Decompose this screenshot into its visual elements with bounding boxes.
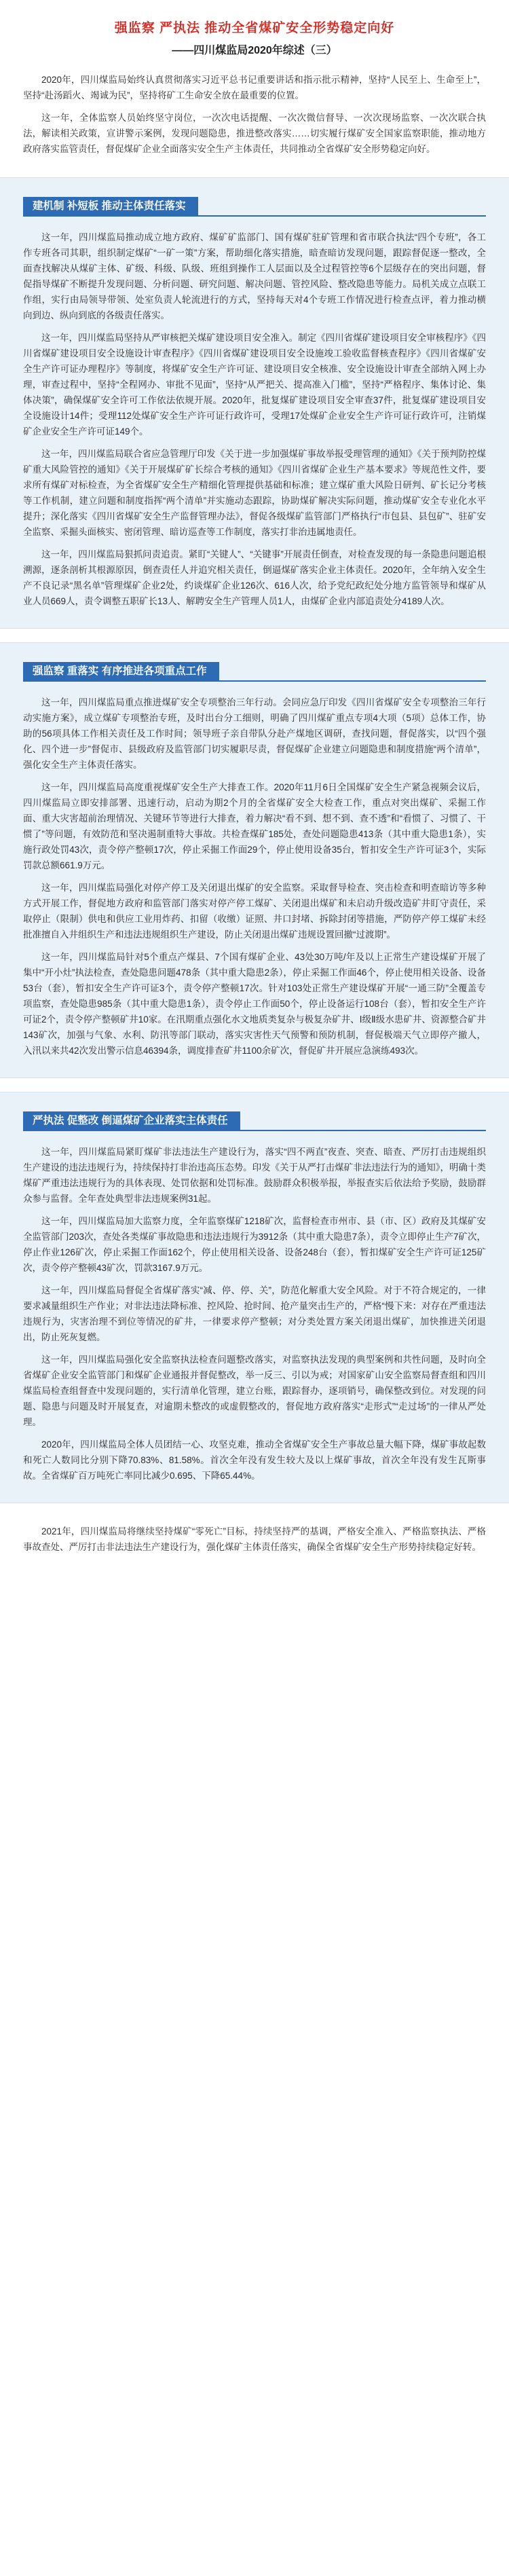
article-header [0,0,509,64]
section-heading [23,658,486,685]
section-paragraph: 这一年，四川煤监局狠抓问责追责。紧盯“关键人”、“关键事”开展责任倒查，对检查发现的每一条隐患问题追根溯源，逐条剖析其根源原因，倒查责任人并追究相关责任，倒逼煤矿落实企业主体责任。2020年，全年纳入安全生产不良记录“黑名单”管理煤矿企业2处，约谈煤矿企业126次、616人次，给予党纪政纪处分地方监管领导和煤矿从业人员669人，责令调整五职矿长13人、解聘安全生产管理人员1人，由煤矿企业内部追责处分4189人次。 [23,549,486,606]
section-panel-2 [0,642,509,1078]
intro-paragraph: 这一年，全体监察人员始终坚守岗位，一次次电话提醒、一次次微信督导、一次次现场监察、一次次联合执法，解读相关政策，宣讲警示案例，发现问题隐患，推进整改落实……切实履行煤矿安全国家监察职能，推动地方政府落实监管责任，督促煤矿企业全面落实安全生产主体责任，共同推动全省煤矿安全形势稳定向好。 [23,113,486,154]
section-paragraph: 这一年，四川煤监局推动成立地方政府、煤矿矿监部门、国有煤矿驻矿管理和省市联合执法“四个专班”，各工作专班各司其职，组织制定煤矿“一矿一策”方案，帮助细化落实措施，暗查暗访发现问题，跟踪督促逐一整改，全面查找解决从煤矿主体、矿级、科级、队级、班组到操作工人层面以及全过程管控等6个层级存在的突出问题，督促指导煤矿不断提升发现问题、分析问题、研究问题、解决问题、管控风险、整改隐患等能力。局机关成立点联工作组，实行由局领导带领、处室负责人轮流进行的方式，坚持每天对4个专班工作情况进行检查点评，着力推动横向到边、纵向到底的各级责任落实。 [23,232,486,320]
article-title: 强监察 严执法 推动全省煤矿安全形势稳定向好 [114,21,395,35]
closing-paragraph: 2021年，四川煤监局将继续坚持煤矿“零死亡”目标，持续坚持严的基调，严格安全准入、严格监察执法、严格事故查处、严厉打击非法违法生产建设行为，强化煤矿主体责任落实，确保全省煤矿安全生产形势持续稳定好转。 [23,1526,486,1552]
section-paragraph: 这一年，四川煤监局坚持从严审核把关煤矿建设项目安全准入。制定《四川省煤矿建设项目安全审核程序》《四川省煤矿建设项目安全设施设计审查程序》《四川省煤矿建设项目安全设施竣工验收监督核查程序》《四川省煤矿安全生产许可证办理程序》等制度，将煤矿安全生产许可证、建设项目安全核准、安全设施设计审查全部纳入网上办理，审查过程中，坚持“全程网办、审批不见面”，坚持“从严把关、提高准入门槛”，坚持“严格程序、集体讨论、集体决策”，确保煤矿安全许可工作依法依规开展。2020年，批复煤矿建设项目安全审查37件，批复煤矿建设项目安全设施设计14件；受理112处煤矿安全生产许可证行政许可，受理17处煤矿企业安全生产许可证行政许可，注销煤矿企业安全生产许可证149个。 [23,333,486,437]
section-paragraph: 2020年，四川煤监局全体人员团结一心、攻坚克难，推动全省煤矿安全生产事故总量大幅下降，煤矿事故起数和死亡人数同比分别下降70.83%、81.58%。首次全年没有发生较大及以上煤矿事故，首次全年没有发生瓦斯事故。全省煤矿百万吨死亡率同比减少0.695、下降65.44%。 [23,1439,486,1481]
section-heading [23,193,486,220]
section-paragraph: 这一年，四川煤监局联合省应急管理厅印发《关于进一步加强煤矿事故举报受理管理的通知》《关于预判防控煤矿重大风险管控的通知》《关于开展煤矿矿长综合考核的通知》《四川省煤矿企业生产基本要求》等规范性文件，要求所有煤矿对标检查，为全省煤矿安全生产精细化管理提供基础和标准；建立煤矿重大风险日研判、矿长记分考核等工作机制，建立问题和制度指挥“两个清单”并实施动态跟踪，协助煤矿解决实际问题，推动煤矿安全专业化水平提升；深化落实《四川省煤矿安全生产监督管理办法》，督促各级煤矿监管部门严格执行“市包县、县包矿”、驻矿安全监察、采掘头面核实、密闭管理、暗访巡查等工作制度，落实打非治违属地责任。 [23,449,486,537]
section-paragraph: 这一年，四川煤监局高度重视煤矿安全生产大排查工作。2020年11月6日全国煤矿安全生产紧急视频会议后，四川煤监局立即安排部署、迅速行动，启动为期2个月的全省煤矿安全大检查工作，重点对突出煤矿、采掘工作面、重大灾害超前治理情况、关键环节等进行大排查，着力解决“看不到、想不到、查不透”和“看惯了、习惯了、干惯了”等问题，有效防范和坚决遏制重特大事故。共检查煤矿185处，查处问题隐患413条（其中重大隐患1条），实施行政处罚43次，责令停产整顿17次，停止采掘工作面29个，停止使用设备35台，暂扣安全生产许可证3个，实际罚款总额661.9万元。 [23,782,486,870]
section-paragraph: 这一年，四川煤监局强化对停产停工及关闭退出煤矿的安全监察。采取督导检查、突击检查和明查暗访等多种方式开展工作，督促地方政府和监管部门落实对停产停工煤矿、关闭退出煤矿和未启动升级改造矿井盯守责任，采取停止（限制）供电和供应工业用炸药、扣留（收缴）证照、井口封堵、拆除封闭等措施，严防停产停工煤矿未经批准擅自入井组织生产和违法违规组织生产建设，防止关闭退出煤矿违规设置回撤“过渡期”。 [23,883,486,940]
section-heading-label: 建机制 补短板 推动主体责任落实 [23,197,198,216]
section-heading-rule [23,1130,486,1131]
section-paragraph: 这一年，四川煤监局强化安全监察执法检查问题整改落实，对监察执法发现的典型案例和共性问题，及时向全省煤矿企业安全监管部门和煤矿企业通报并督促整改，举一反三、引以为戒；对国家矿山安全监察局督查组和四川煤监局检查组督查中发现问题的，实行清单化管理，建立台账，跟踪督办，逐项销号，确保整改到位。对发现的问题、隐患与问题及时开展复查，对逾期未整改的或虚假整改的，督促地方政府落实“走形式”“走过场”的一律从严处理。 [23,1355,486,1427]
section-paragraph: 这一年，四川煤监局重点推进煤矿安全专项整治三年行动。会同应急厅印发《四川省煤矿安全专项整治三年行动实施方案》，成立煤矿专项整治专班，及时出台分工细则，明确了四川煤矿重点专项4大项（5项）总体工作，协助的56项具体工作相关责任及工作时间；领导班子亲自带队分赴产煤地区调研，查找问题，督促落实，以“四个强化、四个进一步”督促市、县级政府及监管部门切实履职尽责，督促煤矿企业建立问题隐患和制度措施“两个清单”，强化安全生产主体责任落实。 [23,697,486,770]
section-paragraph: 这一年，四川煤监局加大监察力度，全年监察煤矿1218矿次，监督检查市州市、县（市、区）政府及其煤矿安全监管部门203次，查处各类煤矿事故隐患和违法违规行为3912条（其中重大隐患7条），责令立即停止生产7矿次，停止作业126矿次，停止采掘工作面162个，停止使用相关设备、设备248台（套），暂扣煤矿安全生产许可证125矿次，责令停产整顿43矿次，罚款3167.9万元。 [23,1216,486,1273]
section-panel-1 [0,177,509,629]
section-heading-label: 强监察 重落实 有序推进各项重点工作 [23,662,219,681]
section-heading-label: 严执法 促整改 倒逼煤矿企业落实主体责任 [23,1111,240,1130]
intro-section [0,64,509,157]
intro-paragraph: 2020年，四川煤监局始终认真贯彻落实习近平总书记重要讲话和指示批示精神，坚持“人民至上、生命至上”，坚持“赴汤蹈火、竭诚为民”，坚持将矿工生命安全放在最重要的位置。 [23,75,486,100]
article-subtitle: ——四川煤监局2020年综述（三） [172,45,337,56]
section-heading-rule [23,215,486,217]
section-heading [23,1107,486,1135]
section-heading-rule [23,680,486,682]
closing-section [0,1503,509,1555]
section-paragraph: 这一年，四川煤监局督促全省煤矿落实“减、停、停、关”，防范化解重大安全风险。对于不符合规定的，一律要求减量组织生产作业；对非法违法降标准、控风险、抢时间、抢产量突击生产的，严格“慢下来：对存在严重违法违规行为，灾害治理不到位等情况的矿井，一律要求停产整顿；对分类处置方案关闭退出煤矿，加快推进关闭退出，防止死灰复燃。 [23,1285,486,1342]
section-paragraph: 这一年，四川煤监局针对5个重点产煤县、7个国有煤矿企业、43处30万吨/年及以上正常生产建设煤矿开展了集中“开小灶”执法检查，查处隐患问题478条（其中重大隐患2条），停止采掘工作面46个，停止使用相关设备、设备53台（套），暂扣安全生产许可证3个，责令停产整顿17次。针对103处正常生产建设煤矿开展“一通三防”全覆盖专项监察，查处隐患985条（其中重大隐患1条），责令停止工作面50个，停止设备运行108台（套），暂扣安全生产许可证2个，责令停产整顿矿井10家。在汛期重点强化水文地质类复杂与极复杂矿井、Ⅰ级Ⅱ级水患矿井、资源整合矿井143矿次，加强与气象、水利、防汛等部门联动，落实灾害性天气预警和预防机制，督促极端天气立即停产撤人，入汛以来共42次发出警示信息46394条，调度排查矿井1100余矿次，督促矿井开展应急演练493次。 [23,952,486,1056]
section-panel-3 [0,1092,509,1503]
section-paragraph: 这一年，四川煤监局紧盯煤矿非法违法生产建设行为，落实“四不两直”夜查、突查、暗查、严厉打击违规组织生产建设的违法违规行为，持续保持打非治违高压态势。印发《关于从严打击煤矿非法违法行为的通知》，明确十类煤矿严重违法违规行为的具体表现、处罚依据和处罚标准。鼓励群众积极举报，举报查实后依法给予奖励，鼓励群众参与监督。全年查处典型非法违规案例31起。 [23,1147,486,1204]
